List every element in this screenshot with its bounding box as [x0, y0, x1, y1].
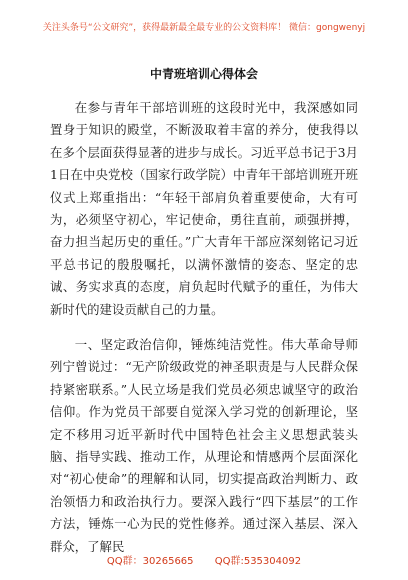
header-promo-text: 关注头条号“公文研究”，获得最新最全最专业的公文资料库！ 微信：gongwenyj [42, 23, 366, 33]
footer-qq-groups [0, 556, 408, 568]
body-paragraph-2: 一、坚定政治信仰，锤炼纯洁党性。伟大革命导师列宁曾说过：“无产阶级政党的神圣职责是与人民群众保持紧密联系。”人民立场是我们党员必须忠诚坚守的政治信仰。作为党员干部要自觉深入学习党的创新理论，坚定不移用习近平新时代中国特色社会主义思想武装头脑、指导实践、推动工作，从理论和情感两个层面深化对“初心使命”的理解和认同，切实提高政治判断力、政治领悟力和政治执行力。要深入践行“四下基层”的工作方法，锤炼一心为民的党性修养。通过深入基层、深入群众，了解民 [50, 337, 358, 554]
footer-qq-group-1: QQ群：30265665 [106, 556, 194, 567]
body-paragraph-1: 在参与青年干部培训班的这段时光中，我深感如同置身于知识的殿堂，不断汲取着丰富的养分，使我得以在多个层面获得显著的进步与成长。习近平总书记于3月1日在中央党校（国家行政学院）中青年干部培训班开班仪式上郑重指出：“年轻干部肩负着重要使命，大有可为，必须坚守初心，牢记使命，勇往直前，顽强拼搏，奋力担当起历史的重任。”广大青年干部应深刻铭记习近平总书记的殷殷嘱托，以满怀激情的姿态、坚定的忠诚、务实求真的态度，肩负起时代赋予的重任，为伟大新时代的建设贡献自己的力量。 [50, 100, 358, 317]
footer-qq-group-2: QQ群:535304092 [214, 556, 302, 567]
document-title: 中青班培训心得体会 [149, 67, 258, 81]
